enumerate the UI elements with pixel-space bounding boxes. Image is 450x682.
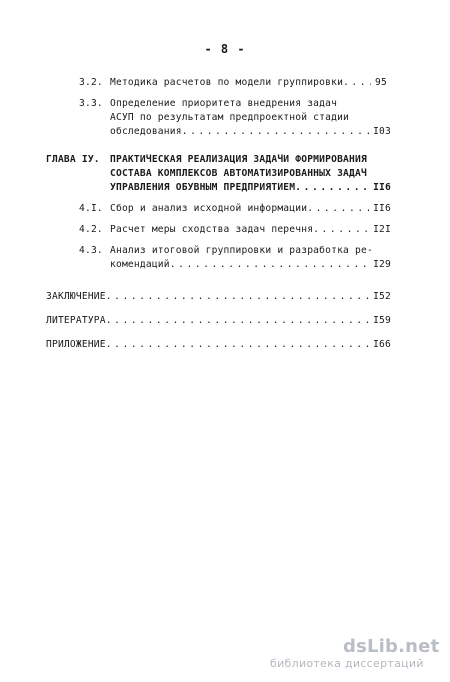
- toc-4-3-page: I29: [373, 259, 391, 270]
- chapter-4-title-line1: ПРАКТИЧЕСКАЯ РЕАЛИЗАЦИЯ ЗАДАЧИ ФОРМИРОВАНИЯ: [110, 154, 367, 165]
- toc-leader-dots: [295, 182, 369, 193]
- appendix-page: I66: [373, 339, 391, 350]
- toc-4-3-title-line2: комендаций: [110, 259, 170, 270]
- toc-entry-conclusion: [46, 291, 391, 302]
- toc-3-3-page: I03: [373, 126, 391, 137]
- toc-4-2-page: I2I: [373, 224, 391, 235]
- toc-4-2-number: 4.2.: [79, 224, 103, 235]
- toc-entry-literature: [46, 315, 391, 326]
- toc-entry-appendix: [46, 339, 391, 350]
- toc-4-1-number: 4.I.: [79, 203, 103, 214]
- literature-page: I59: [373, 315, 391, 326]
- toc-leader-dots: [343, 77, 371, 88]
- page-number: - 8 -: [204, 42, 246, 56]
- toc-3-3-number: 3.3.: [79, 98, 103, 109]
- chapter-4-page: II6: [373, 182, 391, 193]
- toc-3-2-number: 3.2.: [79, 77, 103, 88]
- toc-4-3-number: 4.3.: [79, 245, 103, 256]
- watermark-logo: dsLib.net: [343, 636, 440, 657]
- chapter-4-title-line2: СОСТАВА КОМПЛЕКСОВ АВТОМАТИЗИРОВАННЫХ ЗАДАЧ: [110, 168, 367, 179]
- toc-entry-4-1: [110, 203, 391, 214]
- toc-4-1-title: Сбор и анализ исходной информации: [110, 203, 308, 214]
- toc-leader-dots: [313, 224, 369, 235]
- toc-3-2-title: Методика расчетов по модели группировки: [110, 77, 344, 88]
- toc-entry-3-2: [110, 77, 387, 88]
- literature-title: ЛИТЕРАТУРА: [46, 315, 106, 326]
- toc-3-3-title-line3: обследования: [110, 126, 182, 137]
- chapter-4-title-line3: УПРАВЛЕНИЯ ОБУВНЫМ ПРЕДПРИЯТИЕМ: [110, 182, 296, 193]
- toc-leader-dots: [106, 315, 369, 326]
- chapter-4-label: ГЛАВА IУ.: [46, 154, 100, 165]
- toc-entry-chapter-4: [110, 182, 391, 193]
- toc-entry-3-3: [110, 126, 391, 137]
- toc-4-1-page: II6: [373, 203, 391, 214]
- toc-3-3-title-line1: Определение приоритета внедрения задач: [110, 98, 338, 109]
- toc-leader-dots: [106, 291, 369, 302]
- appendix-title: ПРИЛОЖЕНИЕ: [46, 339, 106, 350]
- toc-leader-dots: [182, 126, 369, 137]
- toc-leader-dots: [307, 203, 369, 214]
- toc-leader-dots: [170, 259, 369, 270]
- watermark-subtitle: библиотека диссертаций: [270, 657, 424, 670]
- toc-entry-4-2: [110, 224, 391, 235]
- conclusion-page: I52: [373, 291, 391, 302]
- toc-leader-dots: [106, 339, 369, 350]
- toc-4-2-title: Расчет меры сходства задач перечня: [110, 224, 314, 235]
- conclusion-title: ЗАКЛЮЧЕНИЕ: [46, 291, 106, 302]
- toc-3-3-title-line2: АСУП по результатам предпроектной стадии: [110, 112, 350, 123]
- toc-entry-4-3: [110, 259, 391, 270]
- toc-4-3-title-line1: Анализ итоговой группировки и разработка ре-: [110, 245, 373, 256]
- toc-3-2-page: 95: [375, 77, 387, 88]
